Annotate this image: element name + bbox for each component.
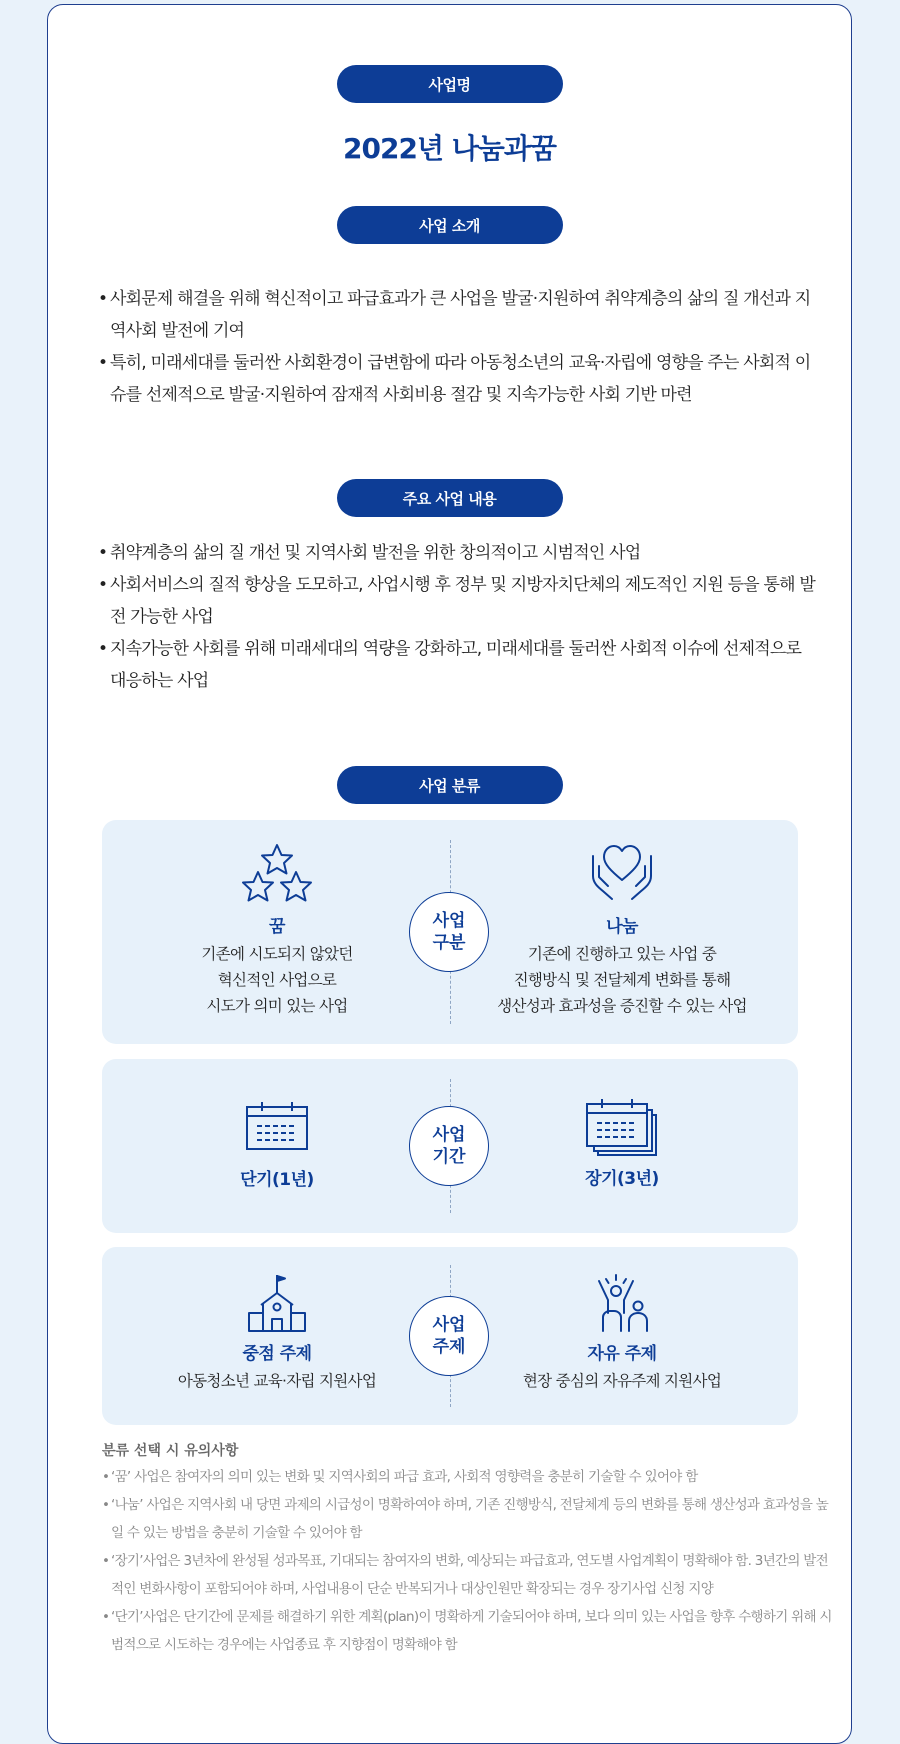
- long-term-title: 장기(3년): [585, 1169, 659, 1189]
- notes-list: [102, 1463, 832, 1659]
- list-item: • 사회서비스의 질적 향상을 도모하고, 사업시행 후 정부 및 지방자치단체의 제도적인 지원 등을 통해 발전 가능한 사업: [98, 569, 818, 633]
- school-icon: [245, 1273, 309, 1335]
- sharing-desc: 기존에 진행하고 있는 사업 중 진행방식 및 전달체계 변화를 통해 생산성과 효과성을 증진할 수 있는 사업: [497, 945, 747, 1015]
- content-list: [98, 537, 818, 697]
- page-title: 2022년 나눔과꿈: [343, 132, 556, 165]
- list-item: • 취약계층의 삶의 질 개선 및 지역사회 발전을 위한 창의적이고 시범적인 사업: [98, 537, 818, 569]
- focus-theme-column: [127, 1273, 427, 1394]
- list-item: • 특히, 미래세대를 둘러싼 사회환경이 급변함에 따라 아동청소년의 교육·자립에 영향을 주는 사회적 이슈를 선제적으로 발굴·지원하여 잠재적 사회비용 절감 및 지속가능한 사회 기반 마련: [98, 347, 818, 411]
- heart-hands-icon: [589, 842, 655, 904]
- stacked-calendar-icon: [584, 1096, 660, 1158]
- theme-circle: 사업 주제: [409, 1296, 489, 1376]
- sharing-title: 나눔: [606, 917, 638, 937]
- period-circle: 사업 기간: [409, 1106, 489, 1186]
- list-item: • ‘나눔’ 사업은 지역사회 내 당면 과제의 시급성이 명확하여야 하며, 기존 진행방식, 전달체계 등의 변화를 통해 생산성과 효과성을 높일 수 있는 방법을 충분히 기술할 수 있어야 함: [102, 1491, 832, 1547]
- project-name-pill: 사업명: [337, 65, 563, 103]
- free-theme-desc: 현장 중심의 자유주제 지원사업: [522, 1372, 722, 1390]
- free-theme-title: 자유 주제: [587, 1344, 657, 1364]
- intro-pill: 사업 소개: [337, 206, 563, 244]
- list-item: • ‘꿈’ 사업은 참여자의 의미 있는 변화 및 지역사회의 파급 효과, 사회적 영향력을 충분히 기술할 수 있어야 함: [102, 1463, 832, 1491]
- cheering-people-icon: [589, 1273, 655, 1335]
- calendar-icon: [244, 1099, 310, 1153]
- dream-desc: 기존에 시도되지 않았던 혁신적인 사업으로 시도가 의미 있는 사업: [201, 945, 353, 1015]
- list-item: • 지속가능한 사회를 위해 미래세대의 역량을 강화하고, 미래세대를 둘러싼 사회적 이슈에 선제적으로 대응하는 사업: [98, 633, 818, 697]
- intro-list: [98, 283, 818, 411]
- classification-pill: 사업 분류: [337, 766, 563, 804]
- three-stars-icon: [241, 842, 313, 904]
- period-panel: [102, 1059, 798, 1233]
- theme-panel: [102, 1247, 798, 1425]
- content-card: [47, 4, 852, 1744]
- long-term-column: [472, 1096, 772, 1189]
- content-pill: 주요 사업 내용: [337, 479, 563, 517]
- notes-title: 분류 선택 시 유의사항: [102, 1443, 239, 1459]
- focus-theme-title: 중점 주제: [242, 1344, 312, 1364]
- type-circle: 사업 구분: [409, 892, 489, 972]
- free-theme-column: [472, 1273, 772, 1394]
- dream-column: [127, 842, 427, 1019]
- dream-title: 꿈: [269, 917, 285, 937]
- list-item: • ‘단기’사업은 단기간에 문제를 해결하기 위한 계획(plan)이 명확하게 기술되어야 하며, 보다 의미 있는 사업을 향후 수행하기 위해 시범적으로 시도하는 경우에는 사업종료 후 지향점이 명확해야 함: [102, 1603, 832, 1659]
- short-term-column: [127, 1099, 427, 1190]
- list-item: • ‘장기’사업은 3년차에 완성될 성과목표, 기대되는 참여자의 변화, 예상되는 파급효과, 연도별 사업계획이 명확해야 함. 3년간의 발전적인 변화사항이 포함되어야 하며, 사업내용이 단순 반복되거나 대상인원만 확장되는 경우 장기사업 신청 지양: [102, 1547, 832, 1603]
- sharing-column: [472, 842, 772, 1019]
- list-item: • 사회문제 해결을 위해 혁신적이고 파급효과가 큰 사업을 발굴·지원하여 취약계층의 삶의 질 개선과 지역사회 발전에 기여: [98, 283, 818, 347]
- focus-theme-desc: 아동청소년 교육·자립 지원사업: [177, 1372, 377, 1390]
- short-term-title: 단기(1년): [240, 1170, 314, 1190]
- type-panel: [102, 820, 798, 1044]
